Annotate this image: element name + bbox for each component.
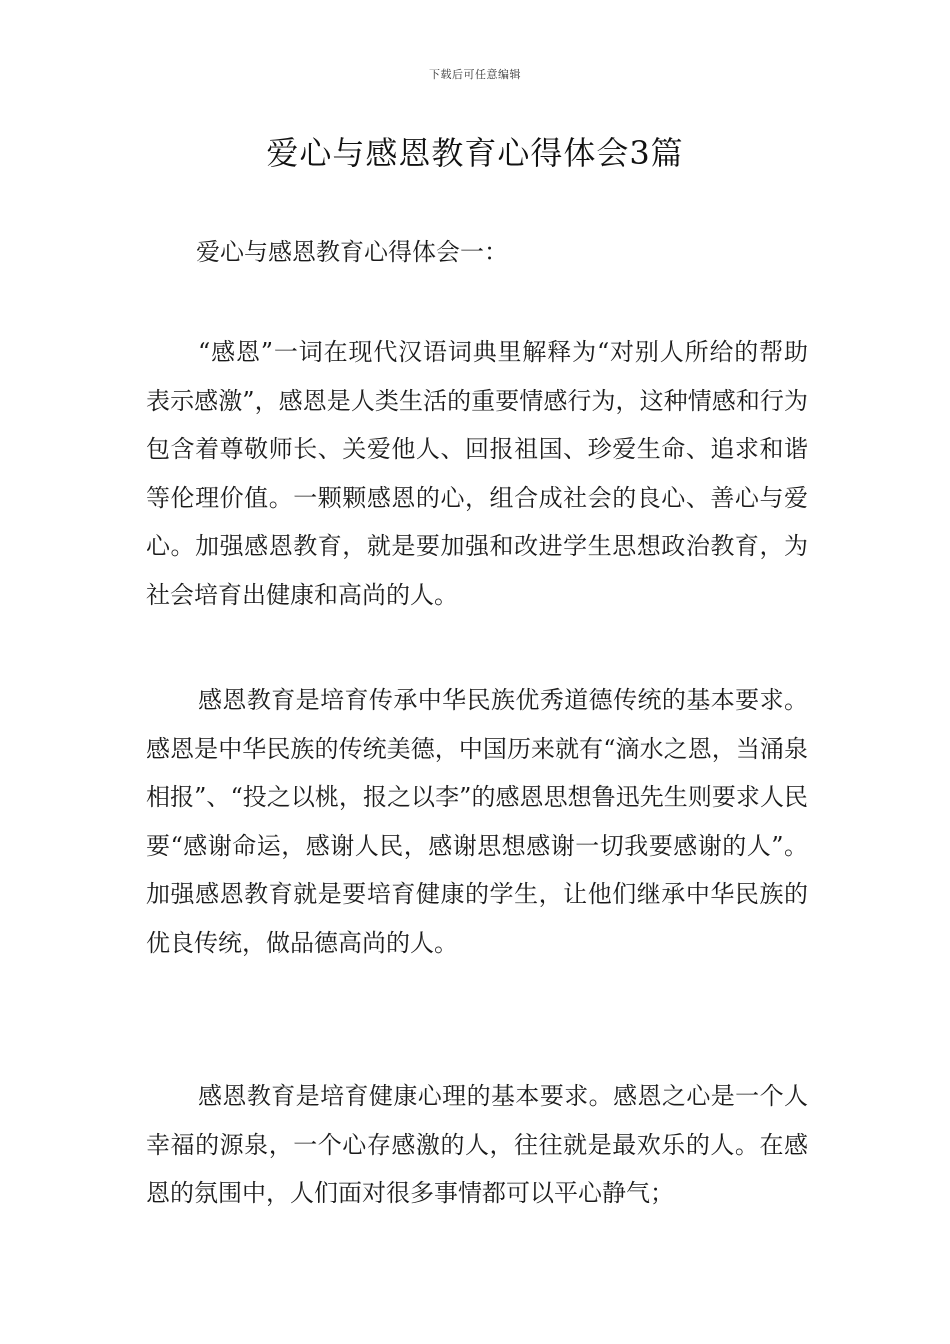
paragraph-2: 感恩教育是培育传承中华民族优秀道德传统的基本要求。感恩是中华民族的传统美德，中国历来就有“滴水之恩，当涌泉相报”、“投之以桃，报之以李”的感恩思想鲁迅先生则要求人民要“感谢命运，感谢人民，感谢思想感谢一切我要感谢的人”。加强感恩教育就是要培育健康的学生，让他们继承中华民族的优良传统，做品德高尚的人。 [146, 686, 808, 957]
document-title: 爱心与感恩教育心得体会3篇 [266, 134, 684, 172]
header-note: 下载后可任意编辑 [429, 68, 521, 81]
section-heading: 爱心与感恩教育心得体会一： [196, 238, 508, 266]
paragraph-1: “感恩”一词在现代汉语词典里解释为“对别人所给的帮助表示感激”，感恩是人类生活的重要情感行为，这种情感和行为包含着尊敬师长、关爱他人、回报祖国、珍爱生命、追求和谐等伦理价值。一颗颗感恩的心，组合成社会的良心、善心与爱心。加强感恩教育，就是要加强和改进学生思想政治教育，为社会培育出健康和高尚的人。 [146, 338, 808, 609]
paragraph-3: 感恩教育是培育健康心理的基本要求。感恩之心是一个人幸福的源泉，一个心存感激的人，往往就是最欢乐的人。在感恩的氛围中，人们面对很多事情都可以平心静气； [146, 1082, 808, 1207]
